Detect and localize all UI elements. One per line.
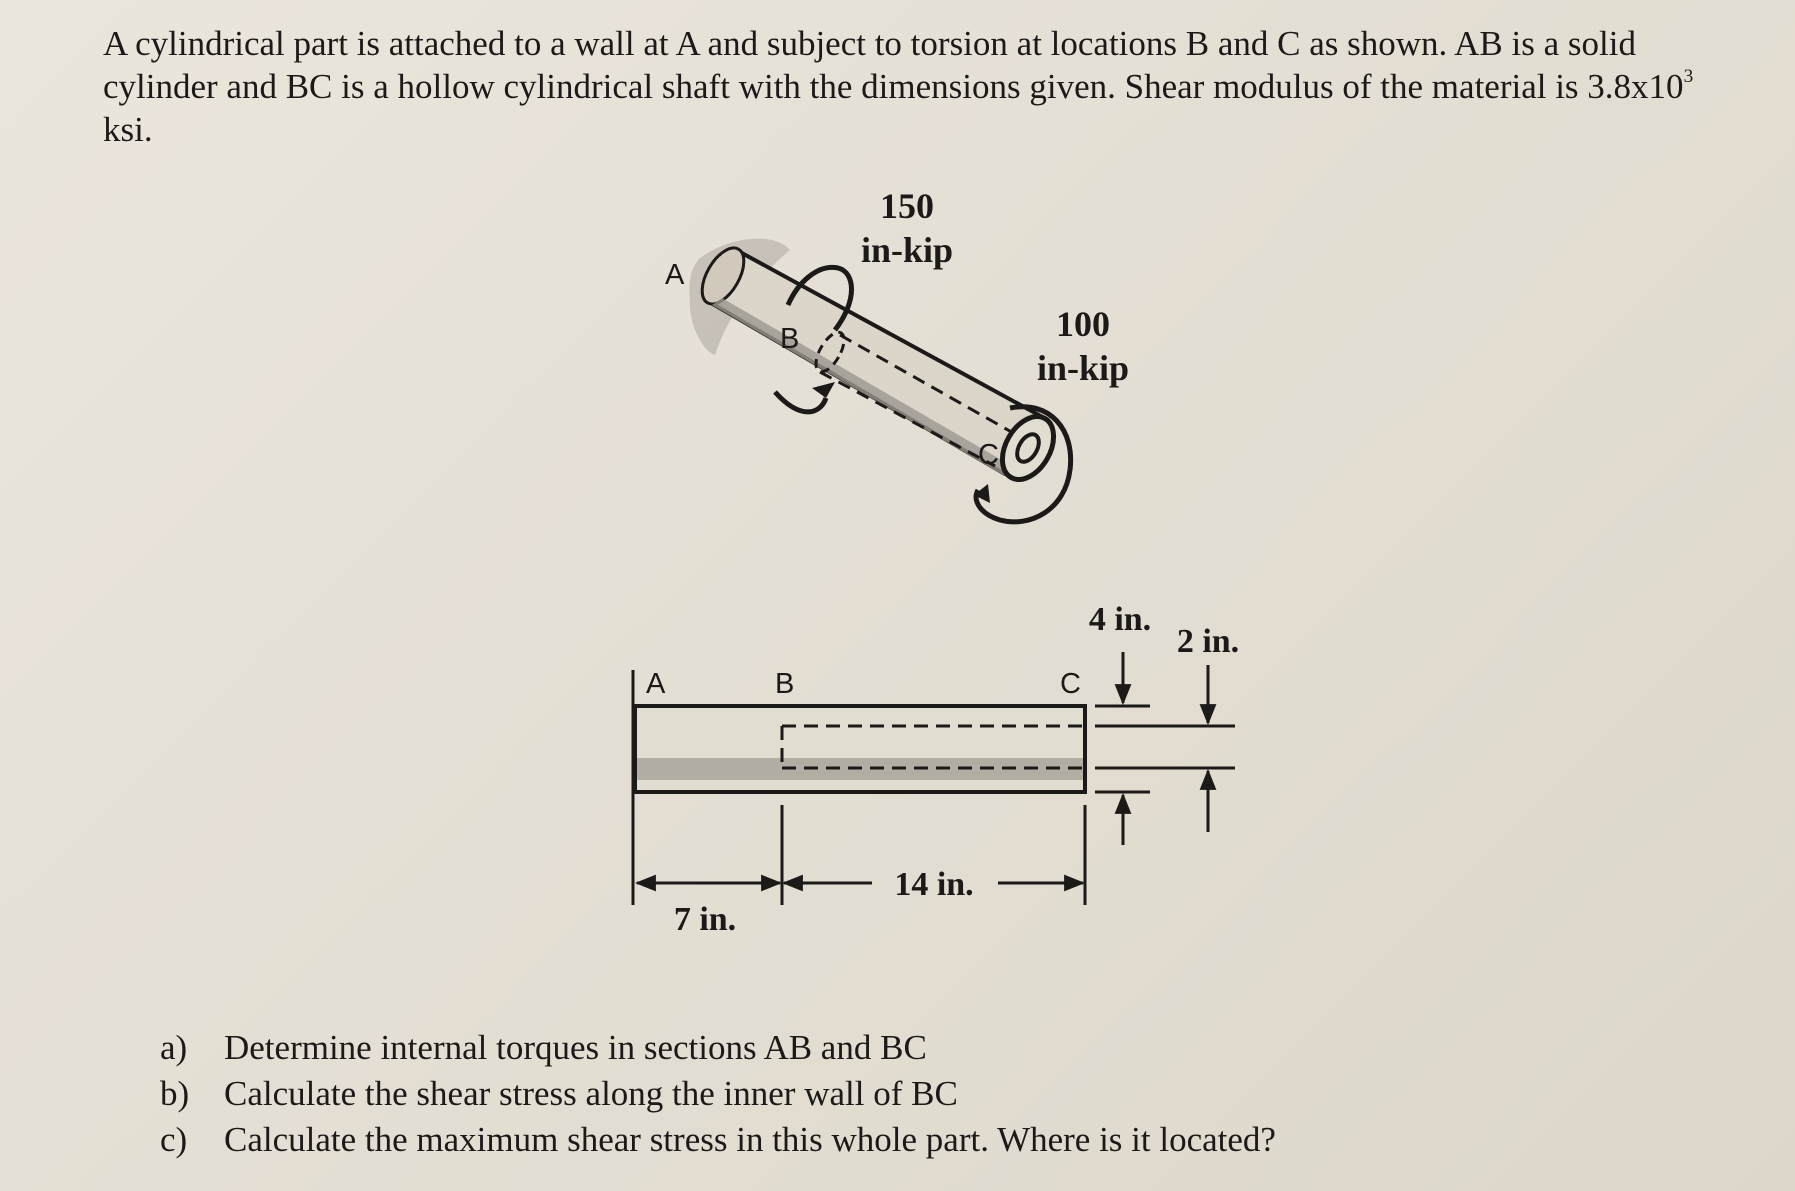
- isometric-label-a: A: [665, 259, 685, 291]
- torque-b-arrowhead: [812, 382, 835, 398]
- dim-bc-label: 14 in.: [894, 866, 974, 903]
- isometric-label-b: B: [780, 323, 800, 355]
- dim-ab-label: 7 in.: [673, 901, 737, 938]
- question-item: [160, 1025, 1720, 1071]
- question-text: Calculate the maximum shear stress in this whole part. Where is it located?: [224, 1120, 1276, 1159]
- question-letter: b): [160, 1074, 190, 1113]
- question-item: [160, 1071, 1720, 1117]
- question-text: Calculate the shear stress along the inner wall of BC: [224, 1074, 958, 1113]
- question-letter: c): [160, 1120, 188, 1159]
- torque-b-unit: in-kip: [860, 230, 954, 270]
- side-view: [633, 601, 1239, 938]
- problem-text-end: ksi.: [103, 110, 153, 149]
- question-list: [160, 1025, 1720, 1163]
- torque-b-value: 150: [880, 186, 934, 226]
- question-item: [160, 1117, 1720, 1163]
- dim-outer-diameter-label: 4 in.: [1088, 601, 1152, 638]
- question-text: Determine internal torques in sections AB and BC: [224, 1028, 927, 1067]
- problem-text-main: A cylindrical part is attached to a wall at A and subject to torsion at locations B and C as shown. AB is a solid cylinder and BC is a hollow cylindrical shaft with the dimensions given. Shear modulus of the material is 3.8x10: [103, 24, 1684, 106]
- dim-inner-diameter-label: 2 in.: [1176, 623, 1240, 660]
- side-label-b: B: [775, 668, 795, 700]
- isometric-label-c: C: [978, 439, 999, 471]
- torque-b-arrow-tail: [775, 392, 826, 412]
- question-letter: a): [160, 1028, 188, 1067]
- torque-c-unit: in-kip: [1036, 348, 1130, 388]
- torque-c-value: 100: [1056, 304, 1110, 344]
- side-label-a: A: [646, 668, 666, 700]
- problem-exponent: 3: [1683, 66, 1694, 88]
- side-label-c: C: [1060, 668, 1081, 700]
- isometric-view: [665, 186, 1129, 522]
